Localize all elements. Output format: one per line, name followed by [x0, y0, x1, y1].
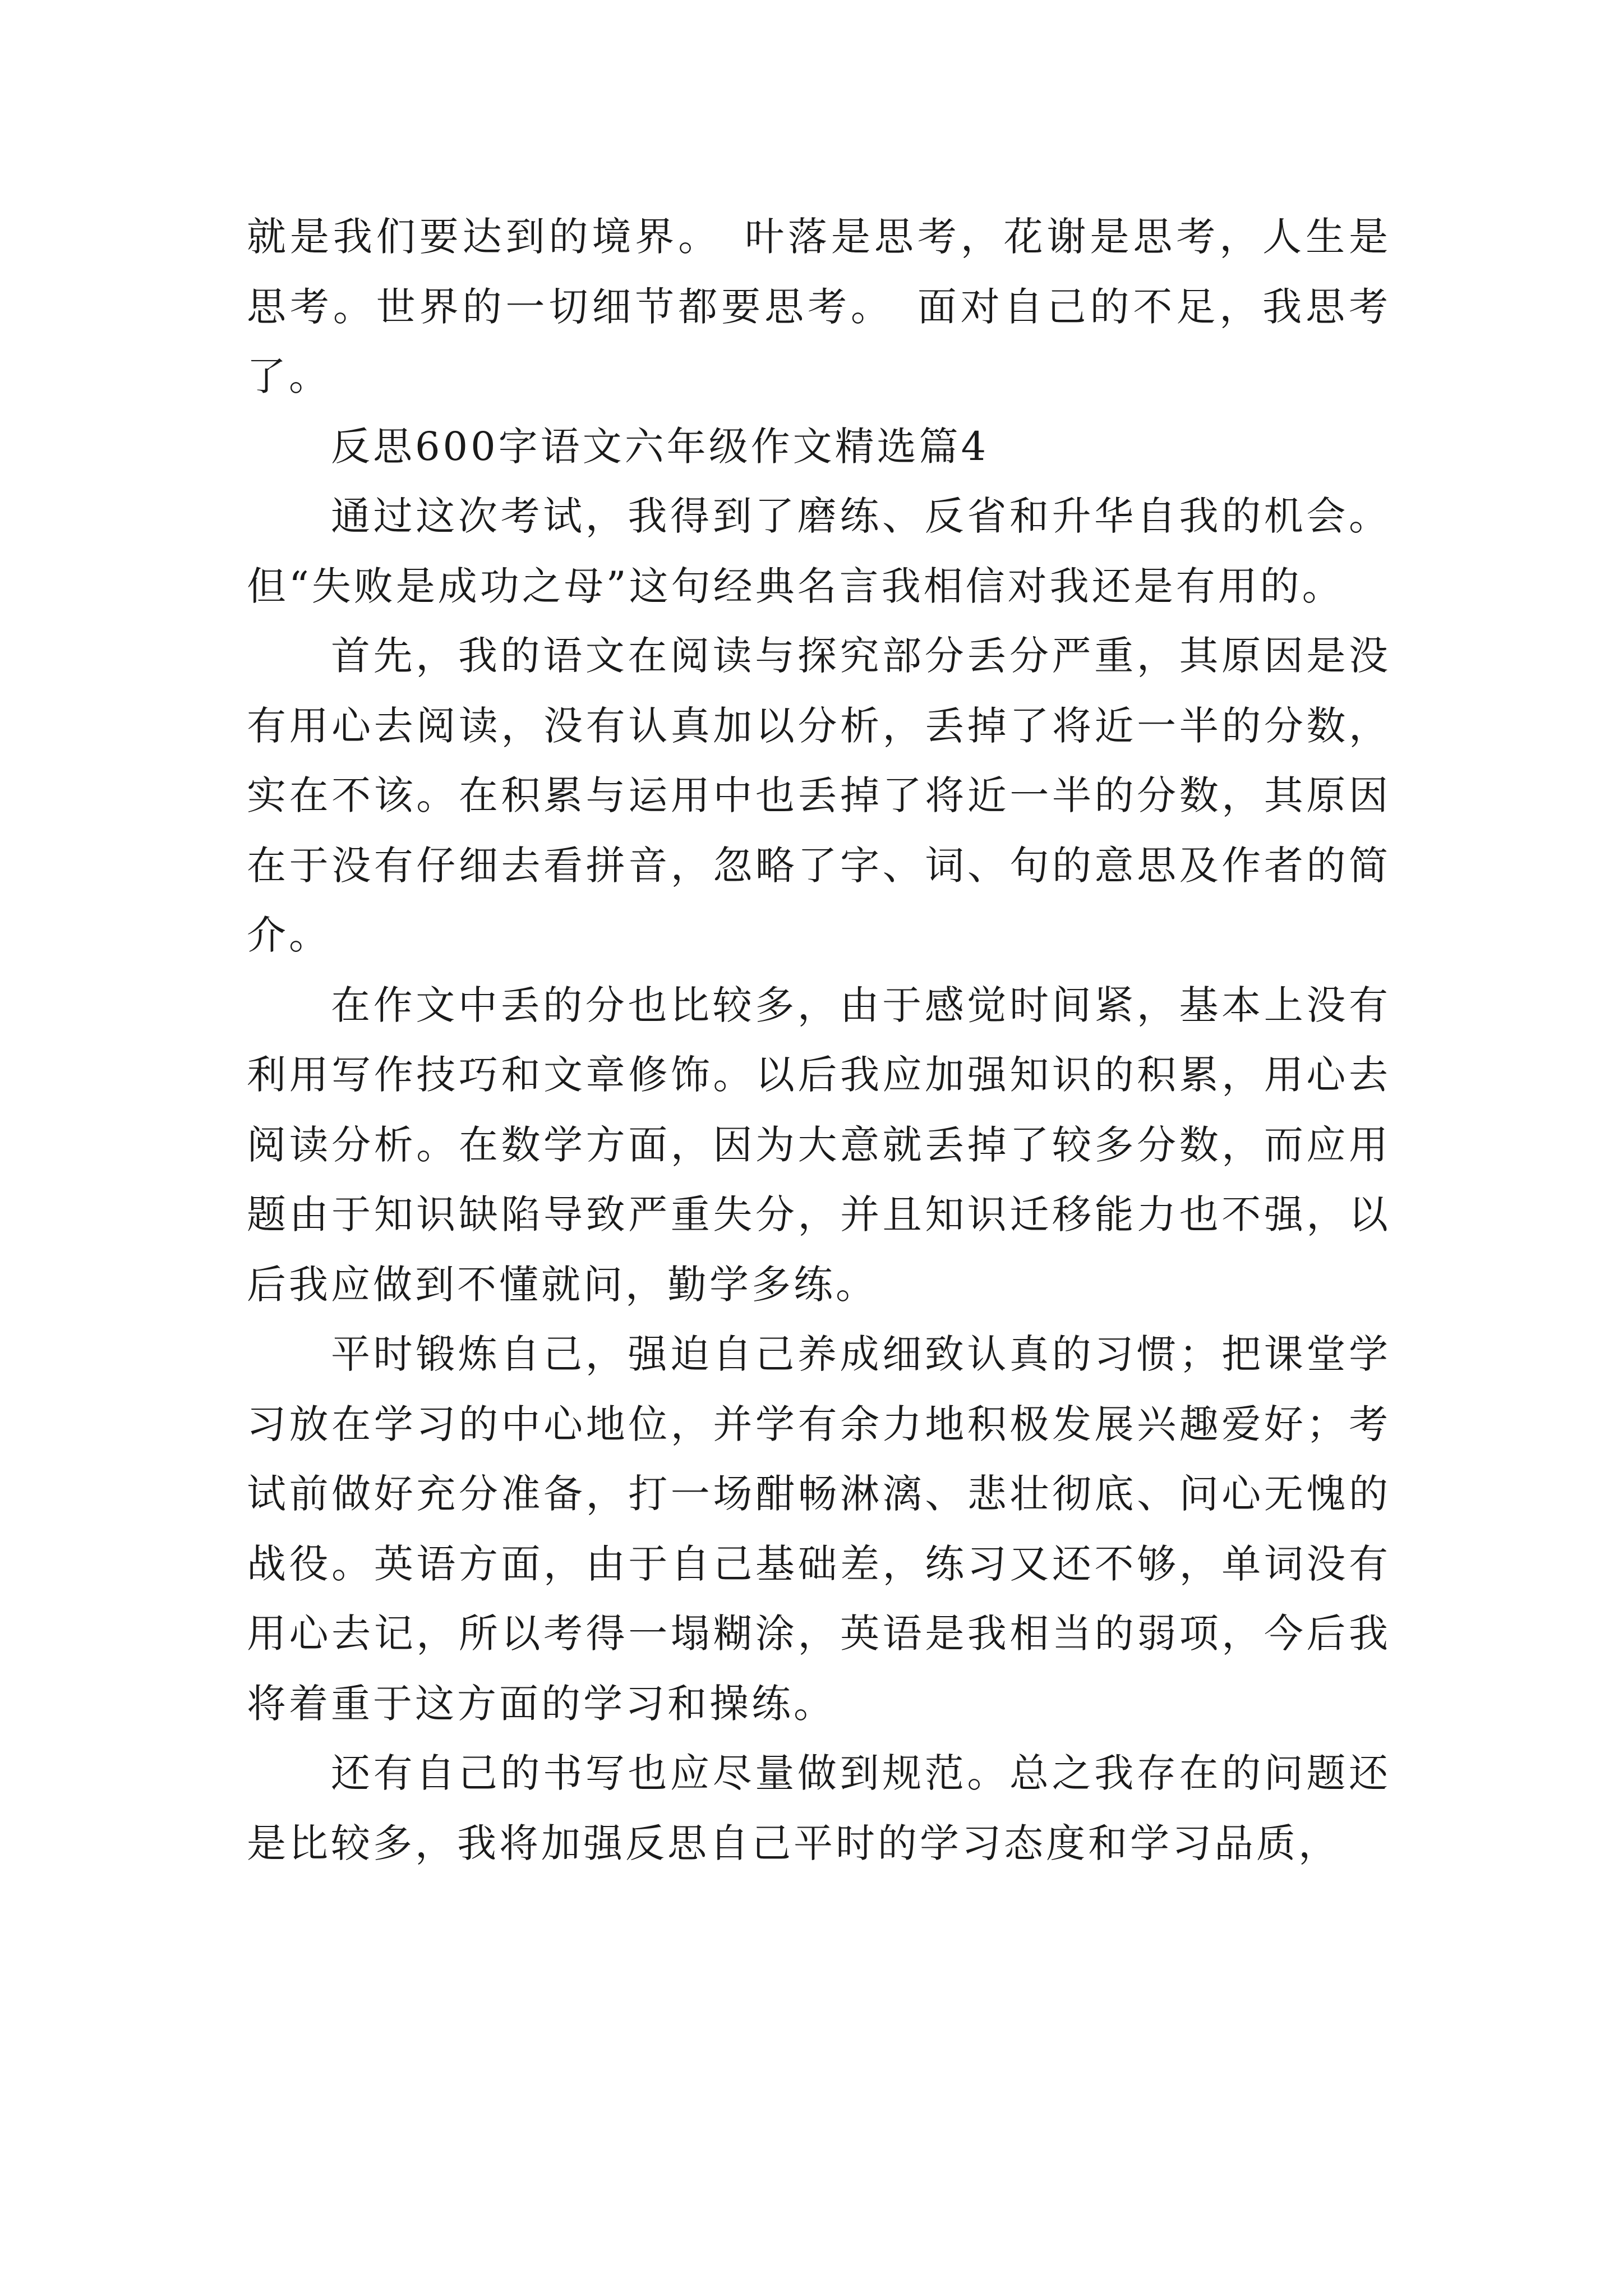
paragraph-4: 平时锻炼自己，强迫自己养成细致认真的习惯；把课堂学习放在学习的中心地位，并学有余力地积极发展兴趣爱好；考试前做好充分准备，打一场酣畅淋漓、悲壮彻底、问心无愧的战役。英语方面，由于自己基础差，练习又还不够，单词没有用心去记，所以考得一塌糊涂，英语是我相当的弱项，今后我将着重于这方面的学习和操练。	[247, 1331, 1391, 1727]
paragraph-3: 在作文中丢的分也比较多，由于感觉时间紧，基本上没有利用写作技巧和文章修饰。以后我应加强知识的积累，用心去阅读分析。在数学方面，因为大意就丢掉了较多分数，而应用题由于知识缺陷导致严重失分，并且知识迁移能力也不强，以后我应做到不懂就问，勤学多练。	[247, 982, 1391, 1308]
paragraph-5: 还有自己的书写也应尽量做到规范。总之我存在的问题还是比较多，我将加强反思自己平时的学习态度和学习品质，	[247, 1750, 1391, 1866]
document-body	[247, 202, 1391, 1878]
paragraph-2: 首先，我的语文在阅读与探究部分丢分严重，其原因是没有用心去阅读，没有认真加以分析，丢掉了将近一半的分数，实在不该。在积累与运用中也丢掉了将近一半的分数，其原因在于没有仔细去看拼音，忽略了字、词、句的意思及作者的简介。	[247, 633, 1391, 958]
section-title: 反思600字语文六年级作文精选篇4	[331, 423, 989, 470]
continuation-paragraph: 就是我们要达到的境界。 叶落是思考，花谢是思考，人生是思考。世界的一切细节都要思考。 面对自己的不足，我思考了。	[247, 214, 1391, 399]
paragraph-1: 通过这次考试，我得到了磨练、反省和升华自我的机会。但“失败是成功之母”这句经典名言我相信对我还是有用的。	[247, 493, 1391, 609]
